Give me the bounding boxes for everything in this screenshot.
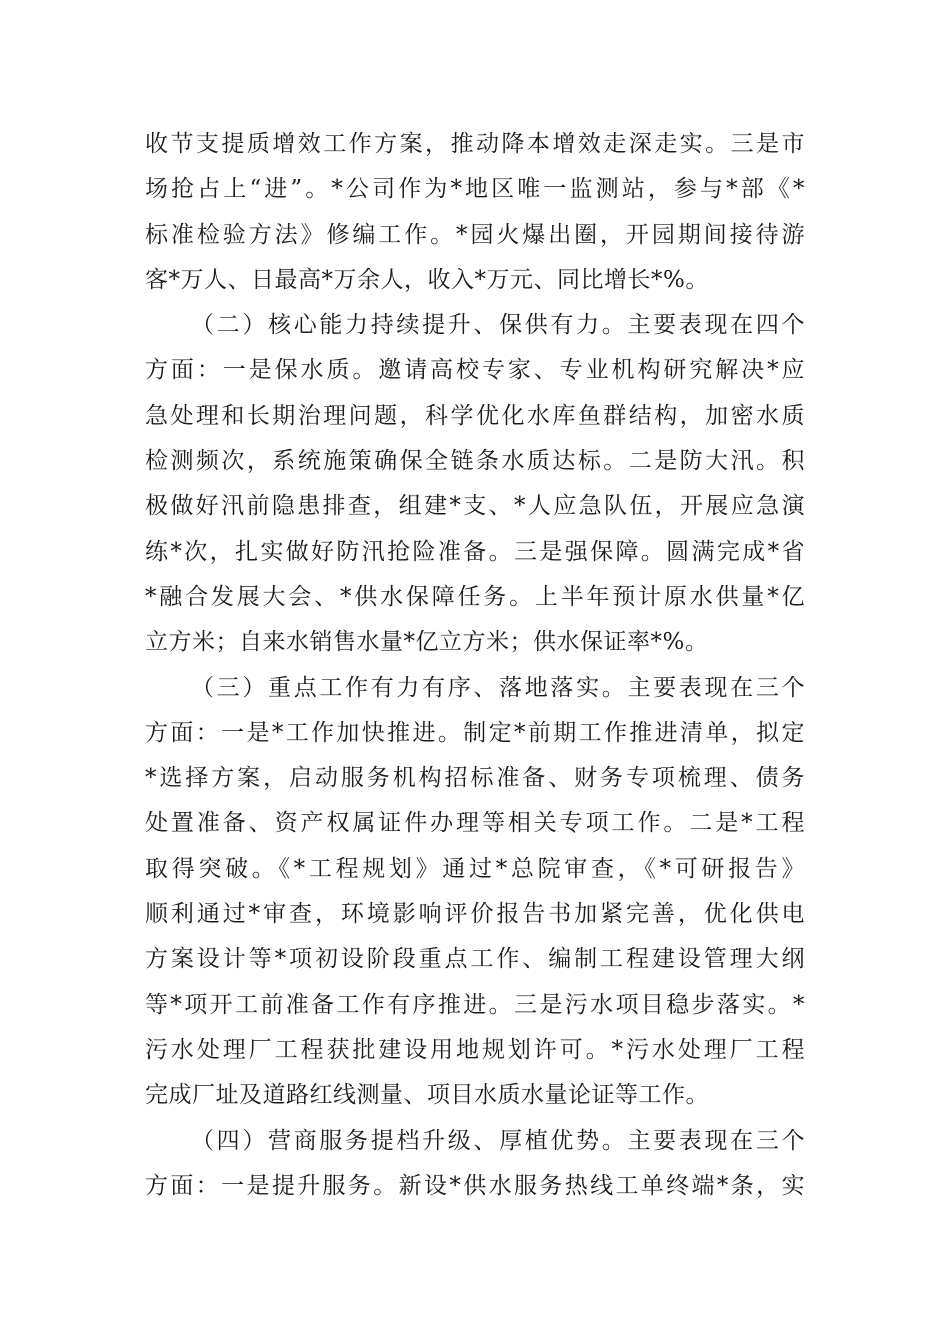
text-line-18: 顺利通过*审查，环境影响评价报告书加紧完善，优化供电 [145,901,805,928]
text-line-11: *融合发展大会、*供水保障任务。上半年预计原水供量*亿 [145,583,805,610]
text-line-9: 极做好汛前隐患排查，组建*支、*人应急队伍，开展应急演 [145,493,805,520]
section-heading-4: （四）营商服务提档升级、厚植优势。主要表现在三个 [191,1127,805,1154]
text-line-15: *选择方案，启动服务机构招标准备、财务专项梳理、债务 [145,765,805,792]
text-line-21: 污水处理厂工程获批建设用地规划许可。*污水处理厂工程 [145,1036,805,1063]
document-body [145,122,805,1209]
text-line-22: 完成厂址及道路红线测量、项目水质水量论证等工作。 [145,1082,709,1109]
text-line-2: 场抢占上“进”。*公司作为*地区唯一监测站，参与*部《* [145,176,805,203]
text-line-12: 立方米；自来水销售水量*亿立方米；供水保证率*%。 [145,629,709,656]
text-line-7: 急处理和长期治理问题，科学优化水库鱼群结构，加密水质 [145,402,805,429]
text-line-8: 检测频次，系统施策确保全链条水质达标。二是防大汛。积 [145,448,805,475]
text-line-19: 方案设计等*项初设阶段重点工作、编制工程建设管理大纲 [145,946,805,973]
text-line-16: 处置准备、资产权属证件办理等相关专项工作。二是*工程 [145,810,805,837]
text-line-6: 方面：一是保水质。邀请高校专家、专业机构研究解决*应 [145,357,805,384]
section-heading-3: （三）重点工作有力有序、落地落实。主要表现在三个 [191,674,805,701]
text-line-20: 等*项开工前准备工作有序推进。三是污水项目稳步落实。* [145,991,805,1018]
text-line-4: 客*万人、日最高*万余人，收入*万元、同比增长*%。 [145,266,709,293]
text-line-24: 方面：一是提升服务。新设*供水服务热线工单终端*条，实 [145,1172,805,1199]
text-line-17: 取得突破。《*工程规划》通过*总院审查，《*可研报告》 [145,855,805,882]
text-line-14: 方面：一是*工作加快推进。制定*前期工作推进清单，拟定 [145,719,805,746]
text-line-1: 收节支提质增效工作方案，推动降本增效走深走实。三是市 [145,131,805,157]
text-line-10: 练*次，扎实做好防汛抢险准备。三是强保障。圆满完成*省 [145,538,805,565]
section-heading-2: （二）核心能力持续提升、保供有力。主要表现在四个 [191,312,805,339]
text-line-3: 标准检验方法》修编工作。*园火爆出圈，开园期间接待游 [145,221,805,248]
